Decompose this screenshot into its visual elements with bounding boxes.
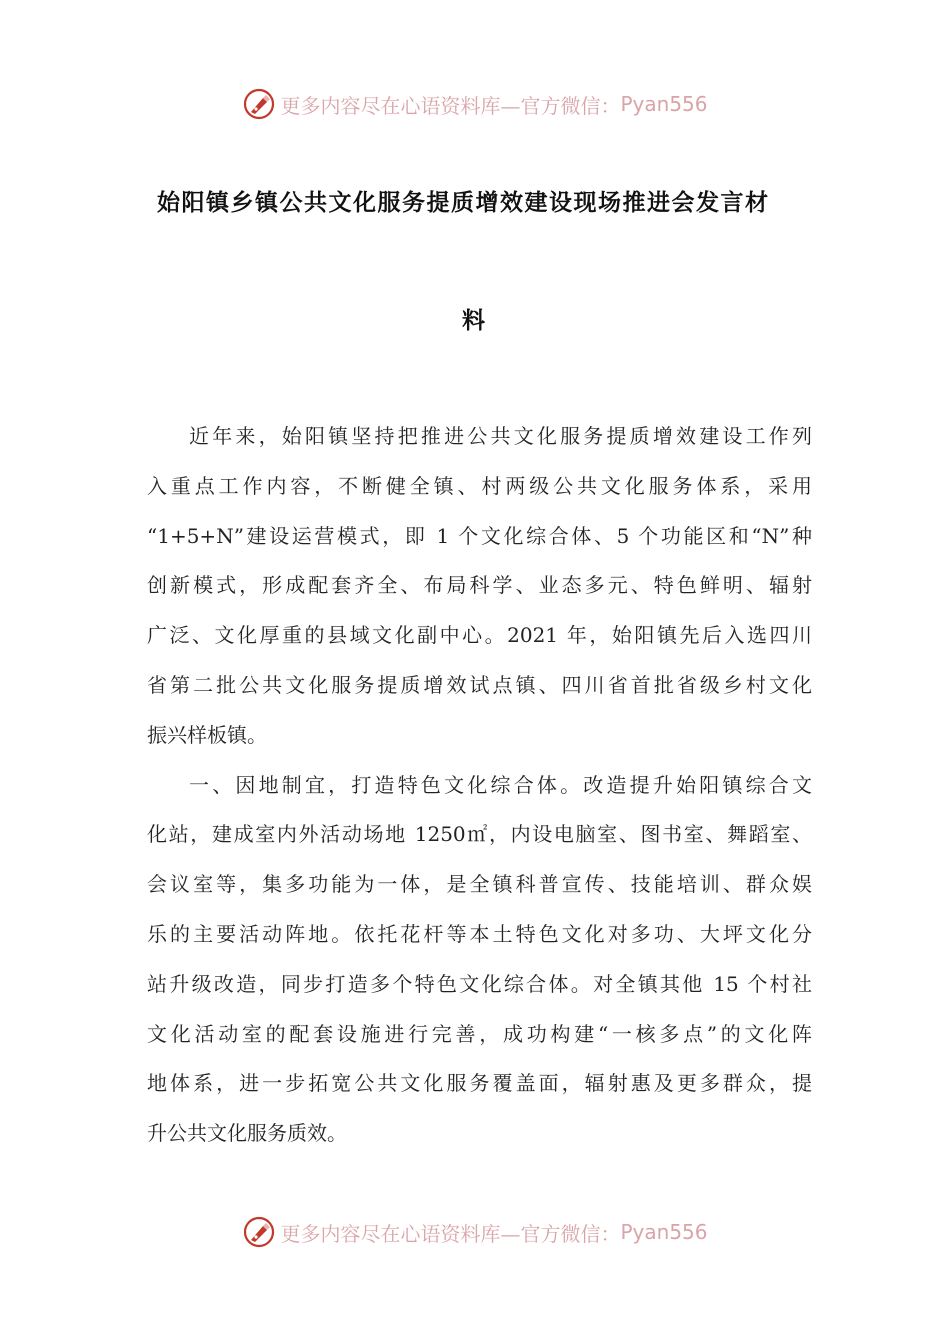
body-line: 乐的主要活动阵地。依托花杆等本土特色文化对多功、大坪文化分 <box>147 921 812 946</box>
watermark-wechat-id: Pyan556 <box>620 1220 708 1244</box>
body-line: 近年来，始阳镇坚持把推进公共文化服务提质增效建设工作列 <box>189 424 812 448</box>
body-line: 广泛、文化厚重的县域文化副中心。2021 年，始阳镇先后入选四川 <box>147 623 812 648</box>
document-title-line-2: 料 <box>462 308 487 334</box>
body-line: 会议室等，集多功能为一体，是全镇科普宣传、技能培训、群众娱 <box>147 872 812 897</box>
body-line: 创新模式，形成配套齐全、布局科学、业态多元、特色鲜明、辐射 <box>147 573 812 598</box>
body-line: 站升级改造，同步打造多个特色文化综合体。对全镇其他 15 个村社 <box>147 971 812 996</box>
body-line: 地体系，进一步拓宽公共文化服务覆盖面，辐射惠及更多群众，提 <box>147 1071 812 1096</box>
body-line: 文化活动室的配套设施进行完善，成功构建“一核多点”的文化阵 <box>147 1021 812 1046</box>
pen-nib-logo-icon <box>242 1215 276 1249</box>
watermark-text: 更多内容尽在心语资料库—官方微信： <box>280 1221 621 1246</box>
body-line: 振兴样板镇。 <box>147 722 267 747</box>
body-line: 入重点工作内容，不断健全镇、村两级公共文化服务体系，采用 <box>147 473 812 498</box>
watermark-text: 更多内容尽在心语资料库—官方微信： <box>280 93 621 118</box>
pen-nib-logo-icon <box>242 87 276 121</box>
body-line: 一、因地制宜，打造特色文化综合体。改造提升始阳镇综合文 <box>189 772 812 797</box>
footer-watermark <box>0 1212 950 1252</box>
watermark-wechat-id: Pyan556 <box>620 92 708 116</box>
body-line: 省第二批公共文化服务提质增效试点镇、四川省首批省级乡村文化 <box>147 672 812 697</box>
document-title-line-1: 始阳镇乡镇公共文化服务提质增效建设现场推进会发言材 <box>157 190 770 216</box>
header-watermark <box>0 84 950 124</box>
document-body <box>147 412 812 1159</box>
body-line: 化站，建成室内外活动场地 1250㎡，内设电脑室、图书室、舞蹈室、 <box>147 822 812 847</box>
body-line: 升公共文化服务质效。 <box>147 1121 347 1146</box>
body-line: “1+5+N”建设运营模式，即 1 个文化综合体、5 个功能区和“N”种 <box>147 523 812 548</box>
